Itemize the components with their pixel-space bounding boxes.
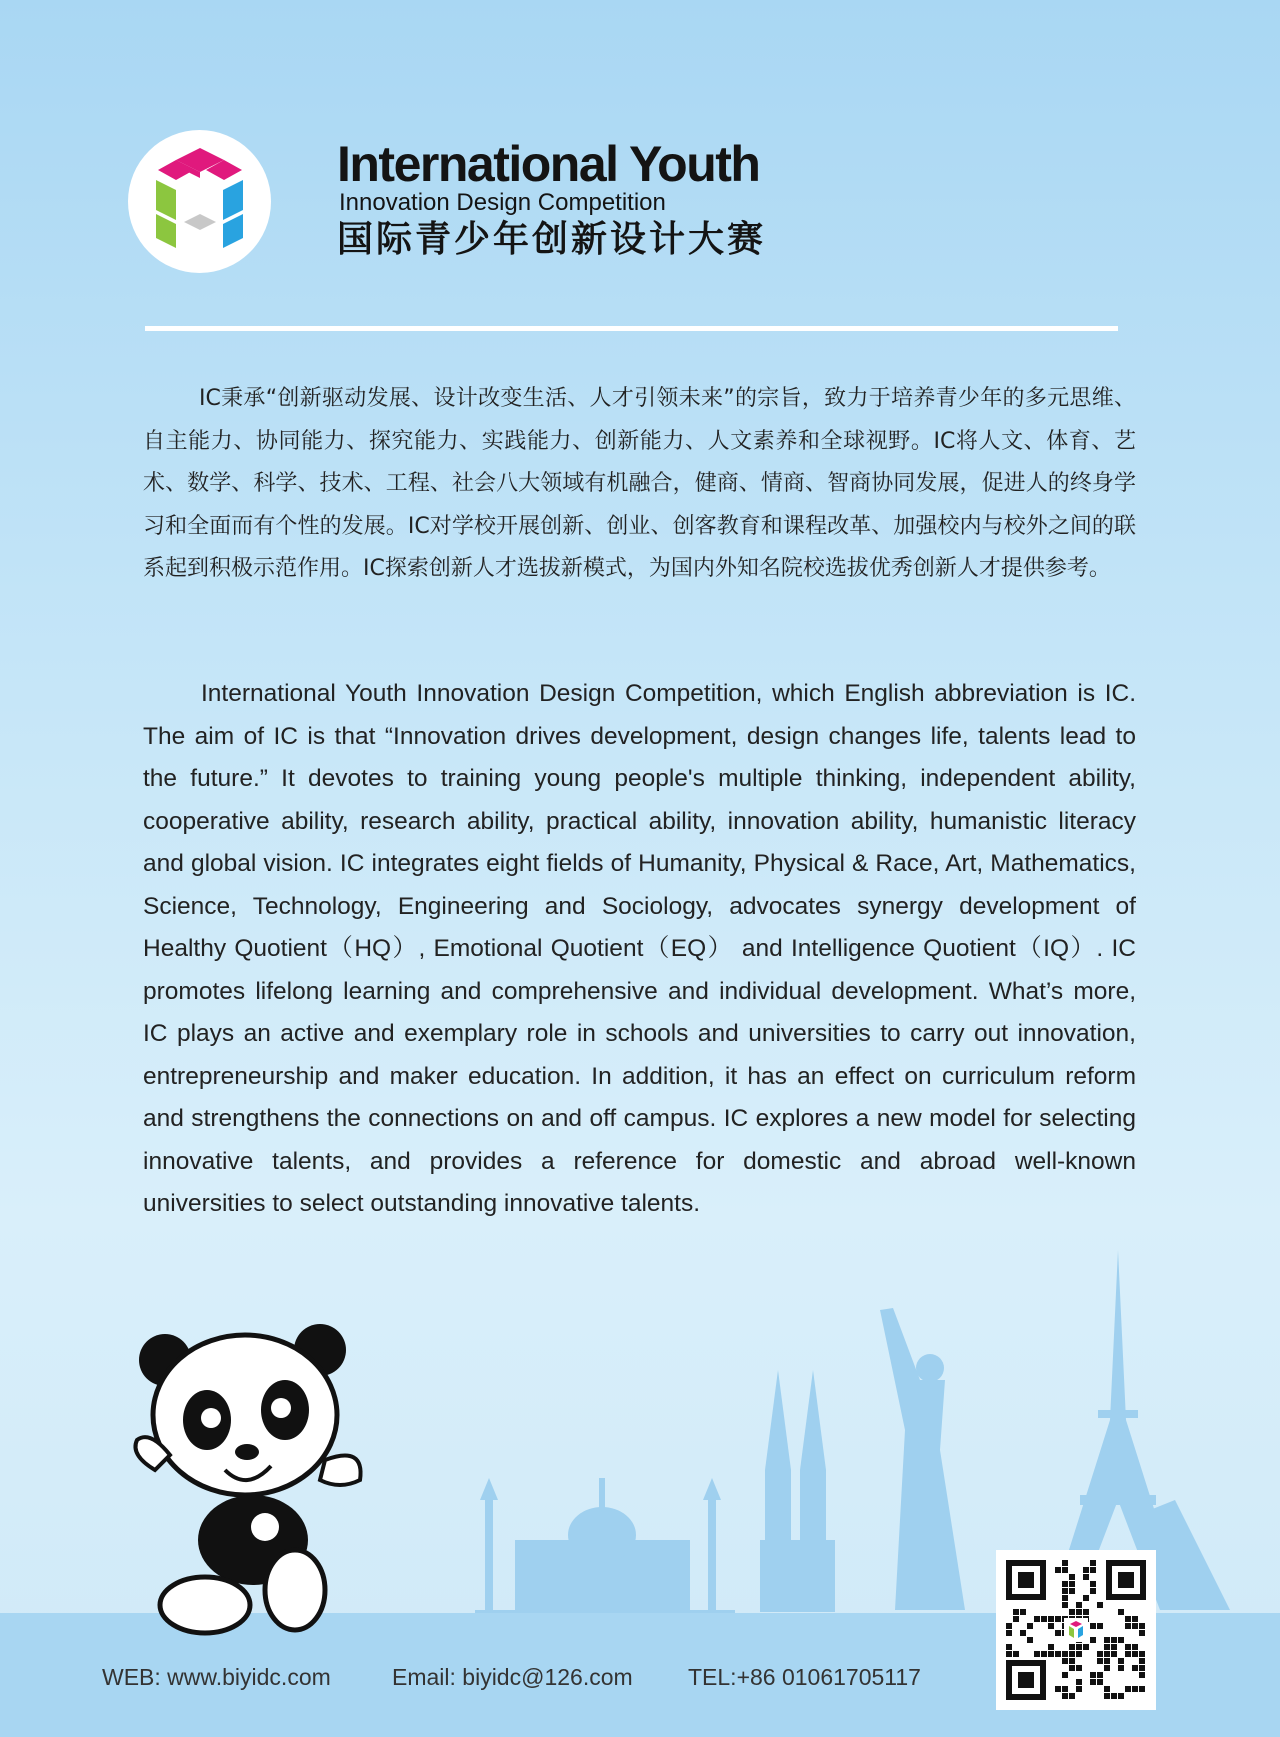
ic-cube-logo-icon	[128, 130, 271, 273]
footer-web: WEB: www.biyidc.com	[102, 1664, 331, 1690]
footer-email: Email: biyidc@126.com	[392, 1664, 633, 1690]
competition-title	[337, 138, 766, 262]
intro-paragraph-chinese: IC秉承“创新驱动发展、设计改变生活、人才引领未来”的宗旨，致力于培养青少年的多元思维、自主能力、协同能力、探究能力、实践能力、创新能力、人文素养和全球视野。IC将人文、体育、艺术、数学、科学、技术、工程、社会八大领域有机融合，健商、情商、智商协同发展，促进人的终身学习和全面而有个性的发展。IC对学校开展创新、创业、创客教育和课程改革、加强校内与校外之间的联系起到积极示范作用。IC探索创新人才选拔新模式，为国内外知名院校选拔优秀创新人才提供参考。	[143, 386, 1136, 581]
title-sub: Innovation Design Competition	[339, 189, 666, 216]
qr-code-icon	[996, 1550, 1156, 1710]
title-chinese: 国际青少年创新设计大赛	[337, 218, 767, 260]
intro-paragraph-english: International Youth Innovation Design Competition, which English abbreviation is IC. The aim of IC is that “Innovation drives development, design changes life, talents lead to the future.” It devotes to training young people's multiple thinking, independent ability, cooperative ability, research ability, practical ability, innovation ability, humanistic literacy and global vision. IC integrates eight fields of Humanity, Physical & Race, Art, Mathematics, Science, Technology, Engineering and Sociology, advocates synergy development of Healthy Quotient（HQ）, Emotional Quotient（EQ） and Intelligence Quotient（IQ）. IC promotes lifelong learning and comprehensive and individual development. What’s more, IC plays an active and exemplary role in schools and universities to carry out innovation, entrepreneurship and maker education. In addition, it has an effect on curriculum reform and strengthens the connections on and off campus. IC explores a new model for selecting innovative talents, and provides a reference for domestic and abroad well-known universities to select outstanding innovative talents.	[143, 680, 1136, 1217]
header-divider	[145, 326, 1118, 331]
footer-tel: TEL:+86 01061705117	[688, 1664, 921, 1690]
title-main: International Youth	[337, 136, 760, 192]
panda-mascot-icon	[125, 1320, 385, 1640]
